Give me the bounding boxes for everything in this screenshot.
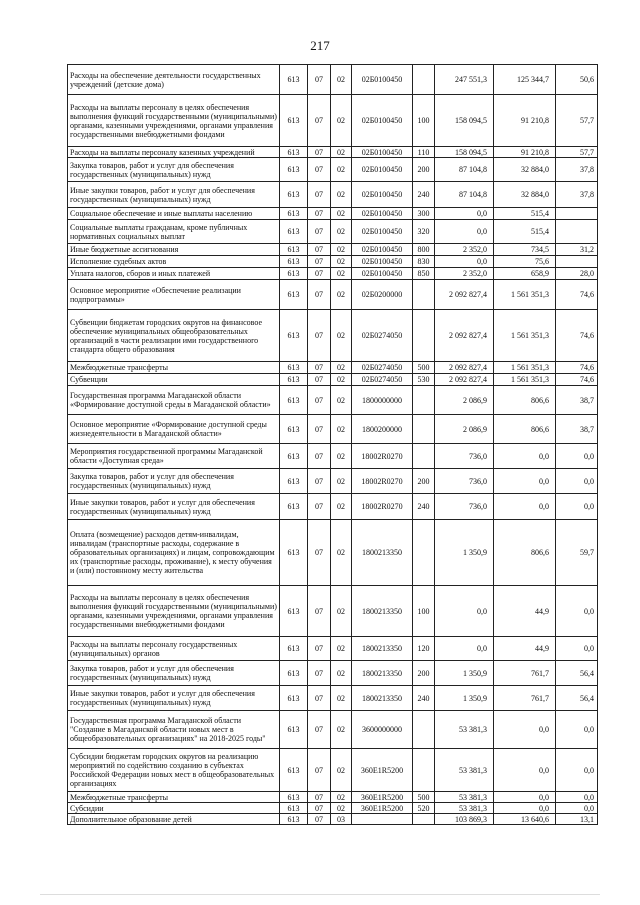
cell-subsection-code: 02 [331, 158, 352, 182]
cell-executed-amount: 44,9 [494, 586, 556, 637]
cell-target-article-code: 02Б0100450 [352, 256, 413, 268]
cell-subsection-code: 02 [331, 268, 352, 280]
cell-subsection-code: 02 [331, 444, 352, 469]
cell-section-code: 07 [308, 310, 331, 362]
cell-executed-amount: 32 884,0 [494, 182, 556, 208]
cell-name: Мероприятия государственной программы Магаданской области «Доступная среда» [68, 444, 280, 469]
cell-target-article-code: 360E1R5200 [352, 792, 413, 803]
cell-executed-amount: 125 344,7 [494, 65, 556, 95]
cell-name: Расходы на выплаты персоналу государственных (муниципальных) органов [68, 637, 280, 661]
cell-execution-percent: 57,7 [556, 95, 598, 147]
cell-executed-amount: 91 210,8 [494, 147, 556, 158]
cell-executed-amount: 1 561 351,3 [494, 362, 556, 374]
cell-ministry-code: 613 [280, 803, 308, 814]
cell-target-article-code: 18002R0270 [352, 494, 413, 520]
cell-name: Расходы на обеспечение деятельности государственных учреждений (детские дома) [68, 65, 280, 95]
cell-approved-amount: 0,0 [435, 220, 494, 244]
cell-name: Закупка товаров, работ и услуг для обеспечения государственных (муниципальных) нужд [68, 469, 280, 494]
cell-section-code: 07 [308, 686, 331, 711]
cell-target-article-code: 360E1R5200 [352, 749, 413, 792]
cell-execution-percent: 0,0 [556, 444, 598, 469]
cell-expense-type-code: 120 [413, 637, 435, 661]
cell-expense-type-code: 320 [413, 220, 435, 244]
cell-subsection-code: 02 [331, 310, 352, 362]
table-row [68, 415, 598, 444]
cell-execution-percent: 38,7 [556, 415, 598, 444]
table-row [68, 65, 598, 95]
cell-target-article-code: 02Б0100450 [352, 95, 413, 147]
cell-subsection-code: 02 [331, 415, 352, 444]
cell-section-code: 07 [308, 220, 331, 244]
cell-execution-percent: 0,0 [556, 494, 598, 520]
cell-executed-amount: 734,5 [494, 244, 556, 256]
cell-name: Субвенции бюджетам городских округов на финансовое обеспечение муниципальных общеобразовательных организаций в части реализации ими государственного стандарта общего образования [68, 310, 280, 362]
cell-ministry-code: 613 [280, 686, 308, 711]
cell-section-code: 07 [308, 147, 331, 158]
cell-approved-amount: 0,0 [435, 256, 494, 268]
cell-name: Государственная программа Магаданской области «Формирование доступной среды в Магаданской области» [68, 386, 280, 415]
cell-executed-amount: 806,6 [494, 386, 556, 415]
cell-execution-percent: 0,0 [556, 711, 598, 749]
table-row [68, 147, 598, 158]
cell-expense-type-code [413, 280, 435, 310]
cell-execution-percent [556, 208, 598, 220]
table-row [68, 749, 598, 792]
cell-target-article-code: 1800213350 [352, 661, 413, 686]
cell-expense-type-code [413, 749, 435, 792]
cell-executed-amount: 13 640,6 [494, 814, 556, 825]
cell-subsection-code: 02 [331, 637, 352, 661]
cell-approved-amount: 2 352,0 [435, 268, 494, 280]
table-row [68, 814, 598, 825]
cell-subsection-code: 02 [331, 374, 352, 386]
cell-name: Иные закупки товаров, работ и услуг для обеспечения государственных (муниципальных) нужд [68, 494, 280, 520]
cell-target-article-code: 1800200000 [352, 415, 413, 444]
cell-execution-percent: 0,0 [556, 792, 598, 803]
cell-approved-amount: 2 092 827,4 [435, 374, 494, 386]
cell-approved-amount: 0,0 [435, 208, 494, 220]
cell-section-code: 07 [308, 520, 331, 586]
cell-ministry-code: 613 [280, 182, 308, 208]
cell-execution-percent: 37,8 [556, 158, 598, 182]
cell-execution-percent: 50,6 [556, 65, 598, 95]
cell-name: Основное мероприятие «Формирование доступной среды жизнедеятельности в Магаданской области» [68, 415, 280, 444]
cell-ministry-code: 613 [280, 637, 308, 661]
table-row [68, 494, 598, 520]
cell-name: Уплата налогов, сборов и иных платежей [68, 268, 280, 280]
cell-name: Расходы на выплаты персоналу казенных учреждений [68, 147, 280, 158]
cell-name: Межбюджетные трансферты [68, 362, 280, 374]
cell-ministry-code: 613 [280, 415, 308, 444]
table-row [68, 792, 598, 803]
cell-execution-percent: 74,6 [556, 310, 598, 362]
table-row [68, 637, 598, 661]
cell-section-code: 07 [308, 749, 331, 792]
cell-section-code: 07 [308, 244, 331, 256]
cell-approved-amount: 736,0 [435, 444, 494, 469]
cell-subsection-code: 02 [331, 182, 352, 208]
cell-approved-amount: 736,0 [435, 494, 494, 520]
cell-section-code: 07 [308, 661, 331, 686]
cell-name: Субсидии бюджетам городских округов на реализацию мероприятий по содействию созданию в субъектах Российской Федерации новых мест в общеобразовательных организациях [68, 749, 280, 792]
cell-expense-type-code: 240 [413, 686, 435, 711]
cell-expense-type-code: 200 [413, 469, 435, 494]
cell-subsection-code: 02 [331, 95, 352, 147]
cell-target-article-code: 18002R0270 [352, 444, 413, 469]
cell-execution-percent: 38,7 [556, 386, 598, 415]
cell-target-article-code: 360E1R5200 [352, 803, 413, 814]
cell-execution-percent: 37,8 [556, 182, 598, 208]
cell-approved-amount: 2 092 827,4 [435, 310, 494, 362]
cell-target-article-code [352, 814, 413, 825]
cell-target-article-code: 02Б0100450 [352, 268, 413, 280]
cell-subsection-code: 02 [331, 386, 352, 415]
cell-executed-amount: 0,0 [494, 469, 556, 494]
cell-execution-percent: 0,0 [556, 803, 598, 814]
cell-ministry-code: 613 [280, 386, 308, 415]
cell-executed-amount: 0,0 [494, 803, 556, 814]
table-row [68, 686, 598, 711]
cell-expense-type-code: 240 [413, 182, 435, 208]
cell-name: Дополнительное образование детей [68, 814, 280, 825]
cell-target-article-code: 18002R0270 [352, 469, 413, 494]
cell-expense-type-code [413, 711, 435, 749]
cell-ministry-code: 613 [280, 65, 308, 95]
cell-section-code: 07 [308, 208, 331, 220]
cell-approved-amount: 1 350,9 [435, 520, 494, 586]
cell-ministry-code: 613 [280, 244, 308, 256]
cell-section-code: 07 [308, 362, 331, 374]
cell-ministry-code: 613 [280, 520, 308, 586]
cell-approved-amount: 87 104,8 [435, 182, 494, 208]
cell-executed-amount: 761,7 [494, 686, 556, 711]
table-row [68, 711, 598, 749]
cell-approved-amount: 0,0 [435, 637, 494, 661]
cell-approved-amount: 247 551,3 [435, 65, 494, 95]
cell-ministry-code: 613 [280, 280, 308, 310]
cell-expense-type-code [413, 520, 435, 586]
cell-approved-amount: 2 352,0 [435, 244, 494, 256]
cell-target-article-code: 1800213350 [352, 586, 413, 637]
budget-table [67, 64, 598, 825]
cell-target-article-code: 1800213350 [352, 637, 413, 661]
cell-expense-type-code: 110 [413, 147, 435, 158]
cell-section-code: 07 [308, 280, 331, 310]
cell-ministry-code: 613 [280, 158, 308, 182]
cell-execution-percent: 74,6 [556, 362, 598, 374]
cell-execution-percent: 74,6 [556, 374, 598, 386]
cell-executed-amount: 1 561 351,3 [494, 280, 556, 310]
cell-section-code: 07 [308, 95, 331, 147]
cell-subsection-code: 02 [331, 362, 352, 374]
cell-name: Закупка товаров, работ и услуг для обеспечения государственных (муниципальных) нужд [68, 661, 280, 686]
cell-subsection-code: 02 [331, 220, 352, 244]
table-row [68, 244, 598, 256]
cell-approved-amount: 53 381,3 [435, 749, 494, 792]
cell-expense-type-code [413, 814, 435, 825]
cell-ministry-code: 613 [280, 256, 308, 268]
cell-section-code: 07 [308, 711, 331, 749]
cell-name: Основное мероприятие «Обеспечение реализации подпрограммы» [68, 280, 280, 310]
cell-ministry-code: 613 [280, 494, 308, 520]
cell-approved-amount: 1 350,9 [435, 661, 494, 686]
cell-ministry-code: 613 [280, 586, 308, 637]
cell-expense-type-code: 530 [413, 374, 435, 386]
cell-executed-amount: 658,9 [494, 268, 556, 280]
cell-executed-amount: 32 884,0 [494, 158, 556, 182]
cell-expense-type-code: 500 [413, 362, 435, 374]
cell-target-article-code: 02Б0274050 [352, 374, 413, 386]
cell-ministry-code: 613 [280, 374, 308, 386]
cell-target-article-code: 02Б0100450 [352, 220, 413, 244]
table-row [68, 444, 598, 469]
table-row [68, 586, 598, 637]
cell-target-article-code: 02Б0200000 [352, 280, 413, 310]
table-row [68, 95, 598, 147]
cell-expense-type-code [413, 444, 435, 469]
cell-subsection-code: 02 [331, 494, 352, 520]
cell-execution-percent [556, 256, 598, 268]
cell-target-article-code: 02Б0100450 [352, 147, 413, 158]
table-row [68, 220, 598, 244]
cell-subsection-code: 02 [331, 280, 352, 310]
cell-name: Субвенции [68, 374, 280, 386]
cell-target-article-code: 02Б0100450 [352, 208, 413, 220]
cell-target-article-code: 1800000000 [352, 386, 413, 415]
cell-executed-amount: 515,4 [494, 208, 556, 220]
cell-executed-amount: 0,0 [494, 711, 556, 749]
cell-section-code: 07 [308, 268, 331, 280]
cell-name: Государственная программа Магаданской области "Создание в Магаданской области новых мест в общеобразовательных организациях" на 2018-2025 годы" [68, 711, 280, 749]
cell-expense-type-code: 200 [413, 661, 435, 686]
table-row [68, 256, 598, 268]
cell-expense-type-code: 800 [413, 244, 435, 256]
cell-expense-type-code: 240 [413, 494, 435, 520]
cell-expense-type-code [413, 310, 435, 362]
cell-executed-amount: 1 561 351,3 [494, 374, 556, 386]
table-row [68, 310, 598, 362]
cell-name: Социальное обеспечение и иные выплаты населению [68, 208, 280, 220]
cell-expense-type-code: 100 [413, 586, 435, 637]
cell-approved-amount: 2 092 827,4 [435, 280, 494, 310]
cell-executed-amount: 806,6 [494, 415, 556, 444]
cell-name: Субсидии [68, 803, 280, 814]
cell-ministry-code: 613 [280, 362, 308, 374]
cell-approved-amount: 103 869,3 [435, 814, 494, 825]
cell-executed-amount: 0,0 [494, 749, 556, 792]
cell-subsection-code: 02 [331, 147, 352, 158]
cell-execution-percent: 13,1 [556, 814, 598, 825]
cell-ministry-code: 613 [280, 711, 308, 749]
cell-ministry-code: 613 [280, 208, 308, 220]
cell-target-article-code: 02Б0100450 [352, 65, 413, 95]
cell-subsection-code: 02 [331, 208, 352, 220]
cell-executed-amount: 0,0 [494, 494, 556, 520]
cell-ministry-code: 613 [280, 268, 308, 280]
cell-ministry-code: 613 [280, 749, 308, 792]
cell-subsection-code: 02 [331, 256, 352, 268]
cell-expense-type-code: 850 [413, 268, 435, 280]
cell-name: Иные закупки товаров, работ и услуг для обеспечения государственных (муниципальных) нужд [68, 686, 280, 711]
cell-subsection-code: 02 [331, 520, 352, 586]
cell-execution-percent: 0,0 [556, 469, 598, 494]
cell-expense-type-code: 500 [413, 792, 435, 803]
cell-executed-amount: 91 210,8 [494, 95, 556, 147]
cell-subsection-code: 02 [331, 749, 352, 792]
page-number: 217 [310, 38, 330, 53]
cell-expense-type-code [413, 415, 435, 444]
table-row [68, 386, 598, 415]
cell-section-code: 07 [308, 637, 331, 661]
cell-ministry-code: 613 [280, 95, 308, 147]
cell-subsection-code: 02 [331, 711, 352, 749]
table-row [68, 182, 598, 208]
cell-executed-amount: 761,7 [494, 661, 556, 686]
cell-approved-amount: 87 104,8 [435, 158, 494, 182]
cell-executed-amount: 0,0 [494, 444, 556, 469]
cell-approved-amount: 53 381,3 [435, 711, 494, 749]
cell-expense-type-code: 100 [413, 95, 435, 147]
cell-subsection-code: 02 [331, 469, 352, 494]
cell-execution-percent: 59,7 [556, 520, 598, 586]
cell-ministry-code: 613 [280, 220, 308, 244]
cell-name: Закупка товаров, работ и услуг для обеспечения государственных (муниципальных) нужд [68, 158, 280, 182]
cell-name: Межбюджетные трансферты [68, 792, 280, 803]
table-row [68, 520, 598, 586]
cell-name: Оплата (возмещение) расходов детям-инвалидам, инвалидам (транспортные расходы, содержание в образовательных организациях) и лицам, сопровождающим их (транспортные расходы, проживание), к месту обучения и (или) постоянному месту жительства [68, 520, 280, 586]
cell-ministry-code: 613 [280, 147, 308, 158]
cell-name: Расходы на выплаты персоналу в целях обеспечения выполнения функций государственными (муниципальными) органами, казенными учреждениями, органами управления государственными внебюджетными фондами [68, 586, 280, 637]
cell-approved-amount: 0,0 [435, 586, 494, 637]
cell-approved-amount: 158 094,5 [435, 147, 494, 158]
cell-expense-type-code: 200 [413, 158, 435, 182]
cell-execution-percent: 28,0 [556, 268, 598, 280]
cell-target-article-code: 02Б0100450 [352, 158, 413, 182]
cell-execution-percent: 0,0 [556, 749, 598, 792]
cell-execution-percent: 31,2 [556, 244, 598, 256]
cell-target-article-code: 1800213350 [352, 686, 413, 711]
cell-section-code: 07 [308, 814, 331, 825]
cell-section-code: 07 [308, 792, 331, 803]
table-row [68, 268, 598, 280]
cell-execution-percent: 57,7 [556, 147, 598, 158]
cell-execution-percent: 56,4 [556, 686, 598, 711]
cell-expense-type-code [413, 386, 435, 415]
cell-subsection-code: 02 [331, 244, 352, 256]
table-row [68, 803, 598, 814]
cell-executed-amount: 1 561 351,3 [494, 310, 556, 362]
cell-target-article-code: 02Б0274050 [352, 310, 413, 362]
cell-subsection-code: 02 [331, 686, 352, 711]
cell-section-code: 07 [308, 386, 331, 415]
table-row [68, 362, 598, 374]
cell-ministry-code: 613 [280, 661, 308, 686]
table-row [68, 469, 598, 494]
table-row [68, 158, 598, 182]
cell-execution-percent: 0,0 [556, 586, 598, 637]
cell-target-article-code: 1800213350 [352, 520, 413, 586]
cell-ministry-code: 613 [280, 814, 308, 825]
cell-target-article-code: 02Б0100450 [352, 244, 413, 256]
cell-section-code: 07 [308, 182, 331, 208]
cell-section-code: 07 [308, 256, 331, 268]
table-row [68, 280, 598, 310]
cell-executed-amount: 806,6 [494, 520, 556, 586]
cell-expense-type-code: 520 [413, 803, 435, 814]
cell-name: Исполнение судебных актов [68, 256, 280, 268]
cell-expense-type-code: 830 [413, 256, 435, 268]
cell-name: Иные бюджетные ассигнования [68, 244, 280, 256]
cell-expense-type-code: 300 [413, 208, 435, 220]
cell-target-article-code: 02Б0274050 [352, 362, 413, 374]
cell-execution-percent: 56,4 [556, 661, 598, 686]
cell-approved-amount: 2 086,9 [435, 386, 494, 415]
cell-approved-amount: 53 381,3 [435, 803, 494, 814]
cell-section-code: 07 [308, 494, 331, 520]
cell-name: Иные закупки товаров, работ и услуг для обеспечения государственных (муниципальных) нужд [68, 182, 280, 208]
table-row [68, 661, 598, 686]
cell-approved-amount: 158 094,5 [435, 95, 494, 147]
cell-execution-percent: 0,0 [556, 637, 598, 661]
cell-approved-amount: 2 086,9 [435, 415, 494, 444]
cell-subsection-code: 02 [331, 65, 352, 95]
cell-name: Расходы на выплаты персоналу в целях обеспечения выполнения функций государственными (муниципальными) органами, казенными учреждениями, органами управления государственными внебюджетными фондами [68, 95, 280, 147]
cell-subsection-code: 02 [331, 586, 352, 637]
cell-approved-amount: 736,0 [435, 469, 494, 494]
cell-subsection-code: 02 [331, 792, 352, 803]
cell-ministry-code: 613 [280, 792, 308, 803]
cell-execution-percent [556, 220, 598, 244]
cell-target-article-code: 3600000000 [352, 711, 413, 749]
cell-section-code: 07 [308, 65, 331, 95]
cell-approved-amount: 53 381,3 [435, 792, 494, 803]
page-bottom-divider [40, 894, 600, 895]
cell-subsection-code: 03 [331, 814, 352, 825]
cell-section-code: 07 [308, 374, 331, 386]
cell-target-article-code: 02Б0100450 [352, 182, 413, 208]
cell-subsection-code: 02 [331, 661, 352, 686]
cell-section-code: 07 [308, 469, 331, 494]
cell-section-code: 07 [308, 444, 331, 469]
cell-approved-amount: 2 092 827,4 [435, 362, 494, 374]
cell-ministry-code: 613 [280, 310, 308, 362]
cell-section-code: 07 [308, 158, 331, 182]
cell-executed-amount: 75,6 [494, 256, 556, 268]
cell-approved-amount: 1 350,9 [435, 686, 494, 711]
cell-section-code: 07 [308, 803, 331, 814]
cell-name: Социальные выплаты гражданам, кроме публичных нормативных социальных выплат [68, 220, 280, 244]
table-row [68, 374, 598, 386]
cell-executed-amount: 44,9 [494, 637, 556, 661]
cell-section-code: 07 [308, 415, 331, 444]
cell-section-code: 07 [308, 586, 331, 637]
table-row [68, 208, 598, 220]
cell-ministry-code: 613 [280, 444, 308, 469]
cell-executed-amount: 0,0 [494, 792, 556, 803]
cell-ministry-code: 613 [280, 469, 308, 494]
cell-subsection-code: 02 [331, 803, 352, 814]
cell-expense-type-code [413, 65, 435, 95]
cell-executed-amount: 515,4 [494, 220, 556, 244]
cell-execution-percent: 74,6 [556, 280, 598, 310]
